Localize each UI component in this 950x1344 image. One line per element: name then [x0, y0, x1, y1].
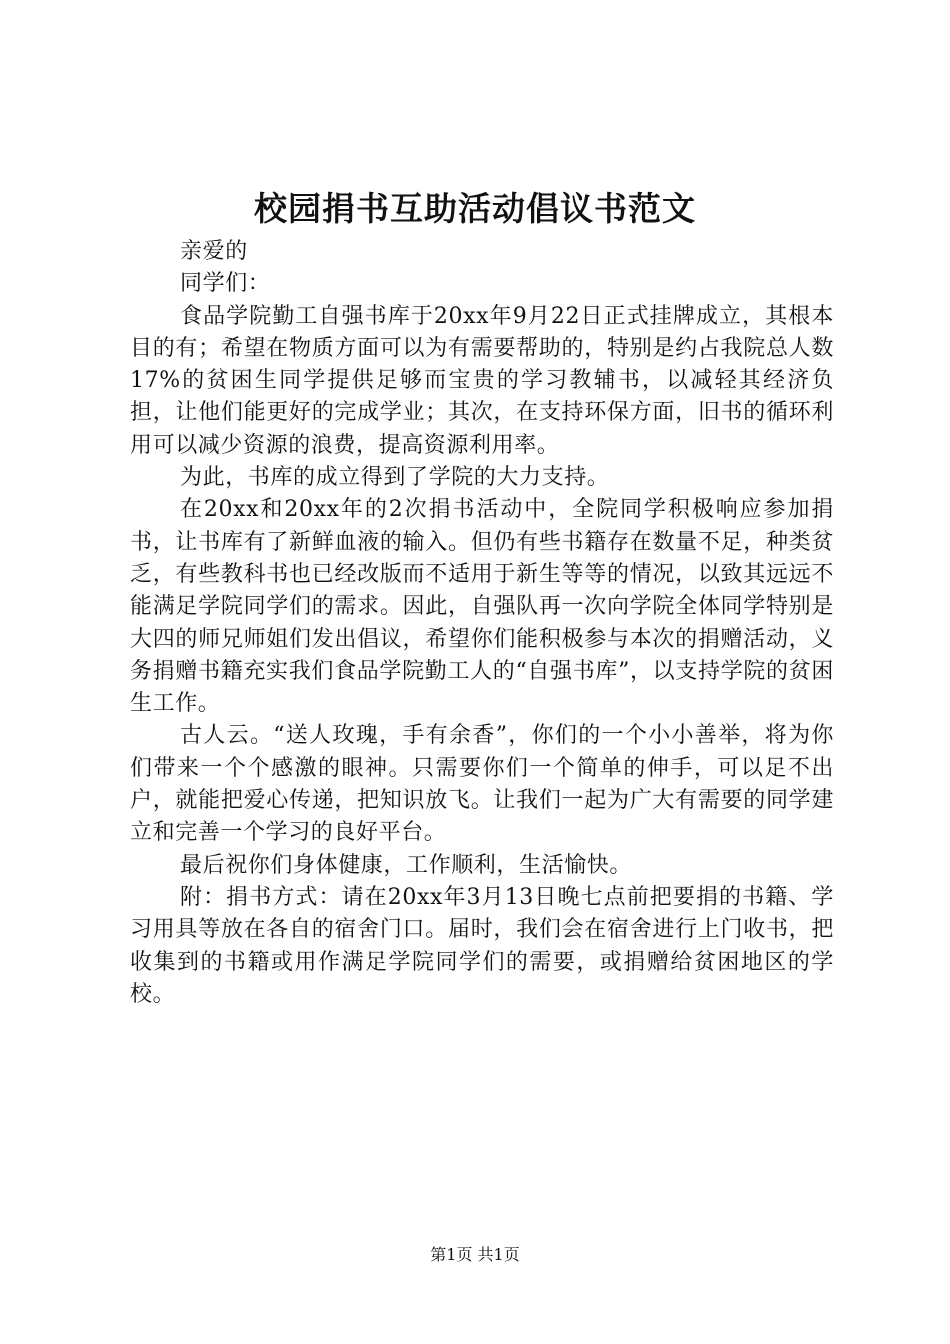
- document-title: 校园捐书互助活动倡议书范文: [254, 189, 696, 228]
- paragraph-1: 食品学院勤工自强书库于20xx年9月22日正式挂牌成立，其根本目的有；希望在物质方面可以为有需要帮助的，特别是约占我院总人数17%的贫困生同学提供足够而宝贵的学习教辅书，以减轻其经济负担，让他们能更好的完成学业；其次，在支持环保方面，旧书的循环利用可以减少资源的浪费，提高资源利用率。: [130, 303, 834, 458]
- document-body: [130, 236, 834, 1011]
- salutation-line-2: 同学们：: [180, 271, 271, 297]
- paragraph-6: 附：捐书方式：请在20xx年3月13日晚七点前把要捐的书籍、学习用具等放在各自的宿舍门口。届时，我们会在宿舍进行上门收书，把收集到的书籍或用作满足学院同学们的需要，或捐赠给贫困地区的学校。: [130, 884, 834, 1007]
- paragraph-3: 在20xx和20xx年的2次捐书活动中，全院同学积极响应参加捐书，让书库有了新鲜血液的输入。但仍有些书籍存在数量不足，种类贫乏，有些教科书也已经改版而不适用于新生等等的情况，以致其远远不能满足学院同学们的需求。因此，自强队再一次向学院全体同学特别是大四的师兄师姐们发出倡议，希望你们能积极参与本次的捐赠活动，义务捐赠书籍充实我们食品学院勤工人的“自强书库”，以支持学院的贫困生工作。: [130, 497, 834, 717]
- paragraph-2: 为此，书库的成立得到了学院的大力支持。: [180, 465, 610, 491]
- salutation-line-1: 亲爱的: [180, 239, 248, 264]
- paragraph-4: 古人云。“送人玫瑰，手有余香”，你们的一个小小善举，将为你们带来一个个感激的眼神。只需要你们一个简单的伸手，可以足不出户，就能把爱心传递，把知识放飞。让我们一起为广大有需要的同学建立和完善一个学习的良好平台。: [130, 723, 834, 846]
- paragraph-5: 最后祝你们身体健康，工作顺利，生活愉快。: [180, 852, 633, 878]
- page-footer: 第1页 共1页: [430, 1245, 520, 1264]
